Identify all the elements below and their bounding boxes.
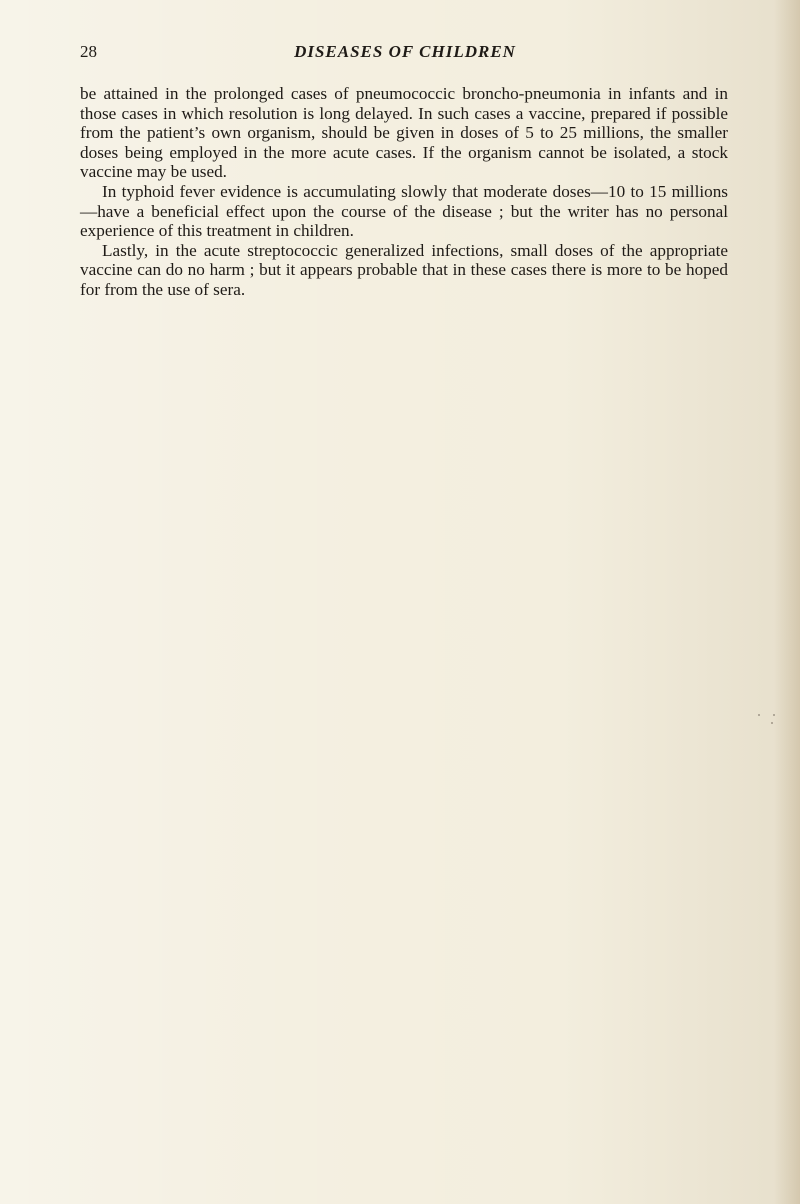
paragraph-3: Lastly, in the acute streptococcic generalized infections, small doses of the appropriate vaccine can do no harm ; but it appears probable that in these cases there is more to be hoped for from the use of sera. <box>80 240 728 299</box>
page-number: 28 <box>80 42 97 61</box>
paragraph-1: be attained in the prolonged cases of pneumococcic broncho-pneumonia in infants and in those cases in which resolution is long delayed. In such cases a vaccine, prepared if possible from the patient’s own organism, should be given in doses of 5 to 25 millions, the smaller doses being employed in the more acute cases. If the organism cannot be isolated, a stock vaccine may be used. <box>80 84 728 182</box>
paper-speck <box>758 714 760 716</box>
paper-speck <box>771 722 773 724</box>
page-edge-shadow <box>774 0 800 1204</box>
paragraph-2: In typhoid fever evidence is accumulating slowly that moderate doses—10 to 15 millions—have a beneficial effect upon the course of the disease ; but the writer has no personal experience of this treatment in children. <box>80 181 728 241</box>
body-text <box>80 84 728 300</box>
page-header <box>80 42 730 66</box>
paper-speck <box>773 714 775 716</box>
running-head: DISEASES OF CHILDREN <box>294 42 516 61</box>
